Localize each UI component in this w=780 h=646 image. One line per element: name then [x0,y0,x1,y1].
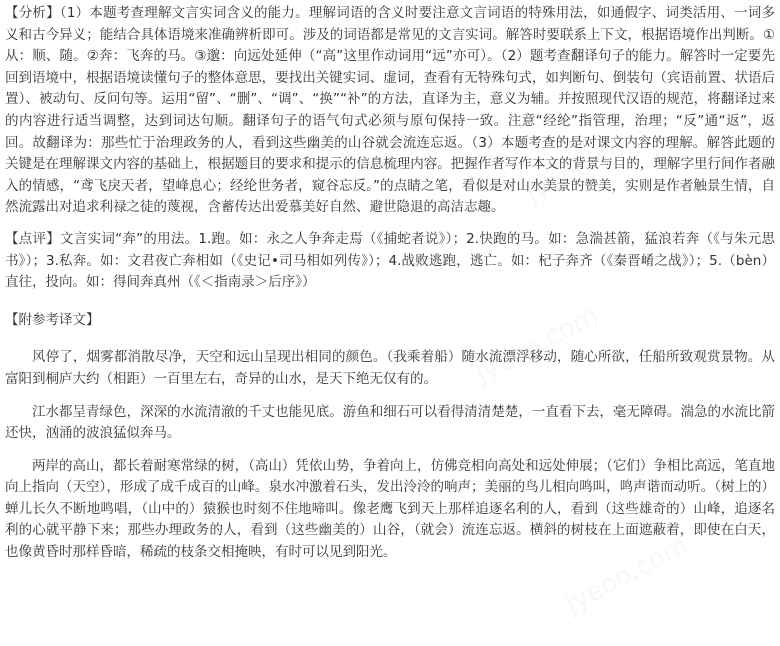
comment-section [5,229,775,294]
comment-text: 文言实词“奔”的用法。1.跑。如：永之人争奔走焉（《捕蛇者说》）；2.快跑的马。如：急湍甚箭，猛浪若奔（《与朱元思书》）；3.私奔。如：文君夜亡奔相如（《史记•司马相如列传》）；4.战败逃跑，逃亡。如：杞子奔齐（《秦晋崤之战》）；5.（bèn）直往，投向。如：得间奔真州（《＜指南录＞后序》） [5,230,776,291]
analysis-section [5,3,775,219]
translation-paragraph: 风停了，烟雾都消散尽净，天空和远山呈现出相同的颜色。（我乘着船）随水流漂浮移动，随心所欲，任船所致观赏景物。从富阳到桐庐大约（相距）一百里左右，奇异的山水，是天下绝无仅有的。 [5,349,775,387]
watermark: jyeoo.com [520,120,653,210]
watermark: jyeoo.com [560,530,693,620]
watermark: jyeoo.com [470,300,603,390]
analysis-label: 【分析】 [5,5,60,21]
comment-label: 【点评】 [5,230,61,247]
translation-paragraph: 两岸的高山，都长着耐寒常绿的树，（高山）凭依山势，争着向上，仿佛竞相向高处和远处伸展；（它们）争相比高远，笔直地向上指向（天空），形成了成千成百的山峰。泉水冲激着石头，发出泠泠的响声；美丽的鸟儿相向鸣叫，鸣声谐而动听。（树上的）蝉儿长久不断地鸣唱，（山中的）猿猴也时刻不住地啼叫。像老鹰飞到天上那样追逐名利的人，看到（这些雄奇的）山峰，追逐名利的心就平静下来；那些办理政务的人，看到（这些幽美的）山谷，（就会）流连忘返。横斜的树枝在上面遮蔽着，即使在白天，也像黄昏时那样昏暗，稀疏的枝条交相掩映，有时可以见到阳光。 [5,457,775,561]
translation-heading: 【附参考译文】 [5,311,100,328]
analysis-text: （1）本题考查理解文言实词含义的能力。理解词语的含义时要注意文言词语的特殊用法，如通假字、词类活用、一词多义和古今异义；能结合具体语境来准确辨析即可。涉及的词语都是常见的文言实词。解答时要联系上下文，根据语境作出判断。①从：顺、随。②奔：飞奔的马。③邈：向远处延伸（“高”这里作动词用“远”亦可）。（2）题考查翻译句子的能力。解答时一定要先回到语境中，根据语境读懂句子的整体意思，要找出关键实词、虚词，查看有无特殊句式，如判断句、倒装句（宾语前置、状语后置）、被动句、反问句等。运用“留”、“删”、“调”、“换”“补”的方法，直译为主，意义为辅。并按照现代汉语的规范，将翻译过来的内容进行适当调整，达到词达句顺。翻译句子的语气句式必须与原句保持一致。注意“经纶”指管理，治理；“反”通“返”，返回。故翻译为：那些忙于治理政务的人，看到这些幽美的山谷就会流连忘返。（3）本题考查的是对课文内容的理解。解答此题的关键是在理解课文内容的基础上，根据题目的要求和提示的信息梳理内容。把握作者写作本文的背景与目的，理解字里行间作者融入的情感，“鸢飞戾天者，望峰息心；经纶世务者，窥谷忘反。”的点睛之笔，看似是对山水美景的赞美，实则是作者触景生情，自然流露出对追求利禄之徒的蔑视，含蓄传达出爱慕美好自然、避世隐退的高洁志趣。 [5,5,776,216]
translation-paragraph: 江水都呈青绿色，深深的水流清澈的千丈也能见底。游鱼和细石可以看得清清楚楚，一直看下去，毫无障碍。湍急的水流比箭还快，汹涌的波浪猛似奔马。 [5,403,775,442]
